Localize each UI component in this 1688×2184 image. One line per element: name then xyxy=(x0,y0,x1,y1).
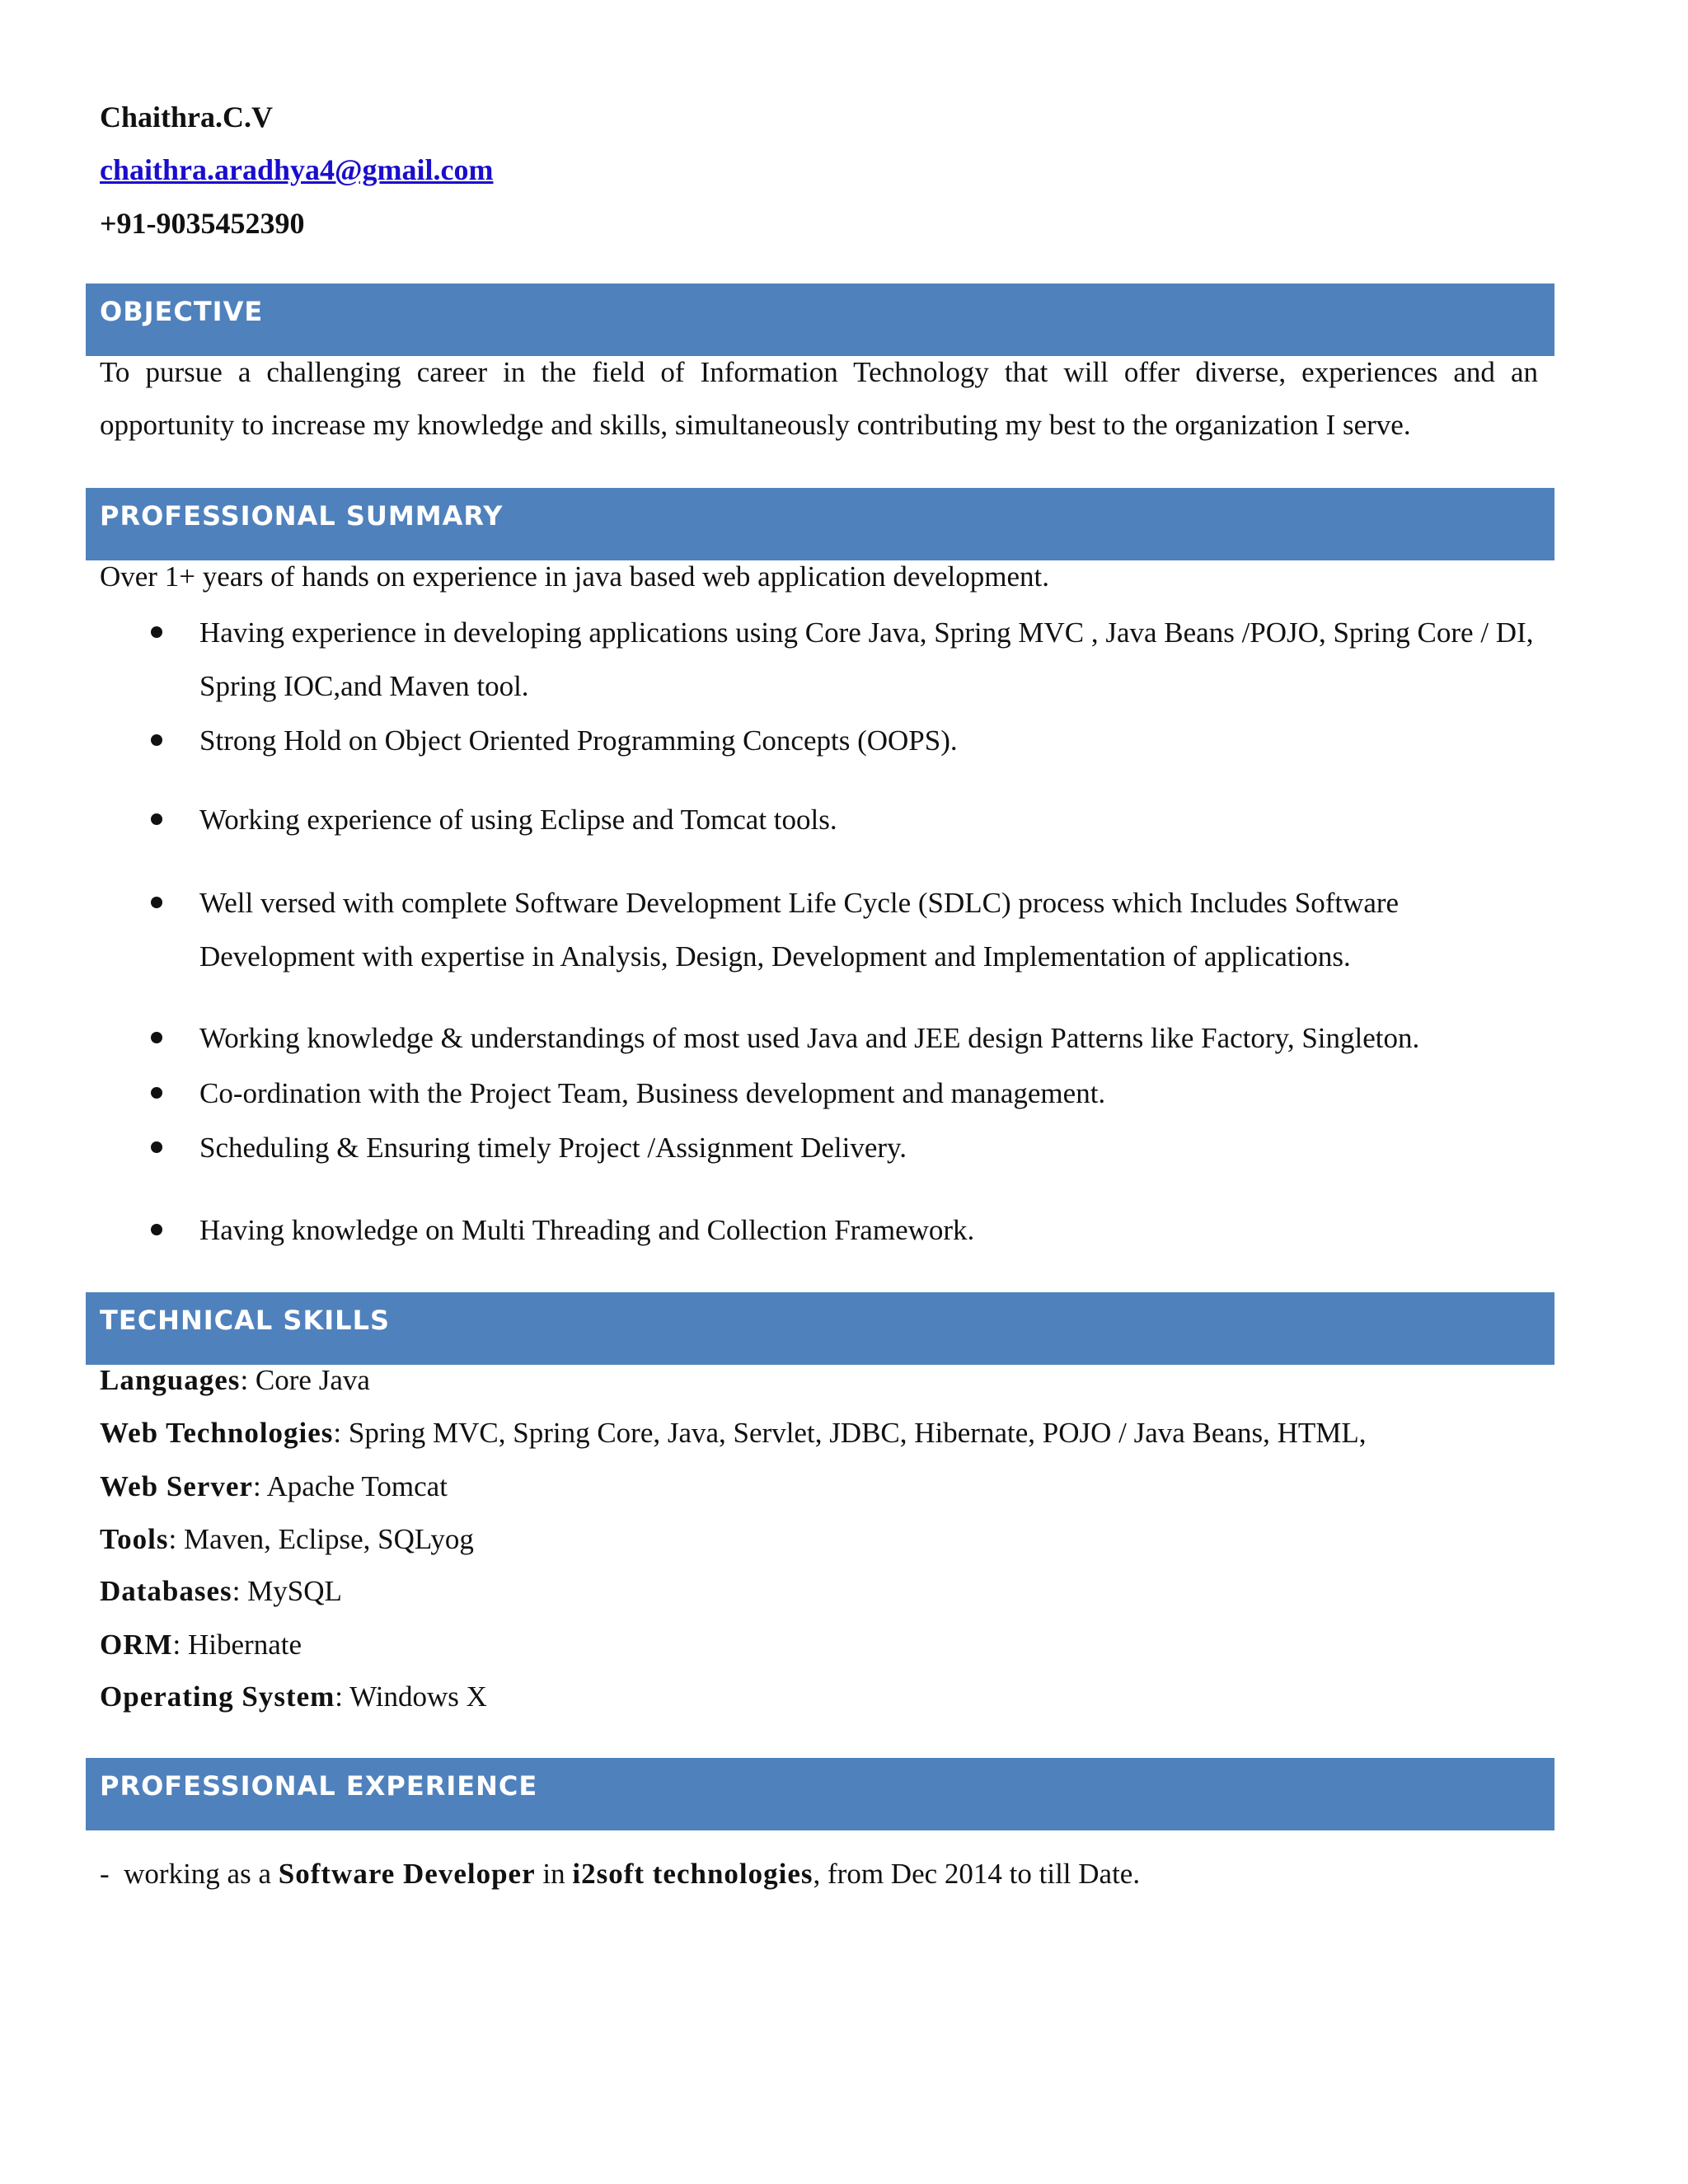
skill-row xyxy=(100,1362,370,1399)
skill-label: ORM xyxy=(100,1629,173,1661)
bullet-text: Well versed with complete Software Development Life Cycle (SDLC) process which Includes Software Development with expertise in Analysis, Design, Development and Implementation of applications. xyxy=(199,887,1400,972)
skill-row xyxy=(100,1679,487,1715)
skill-label: Languages xyxy=(100,1364,241,1396)
skill-label: Web Technologies xyxy=(100,1417,334,1449)
email-link[interactable]: chaithra.aradhya4@gmail.com xyxy=(100,153,494,186)
skill-label: Tools xyxy=(100,1523,169,1555)
section-header-summary xyxy=(86,488,1554,560)
skill-row xyxy=(100,1521,474,1558)
phone-number: +91-9035452390 xyxy=(100,207,305,240)
bullet-text: Having experience in developing applications using Core Java, Spring MVC , Java Beans /POJO, Spring Core / DI, Spring IOC,and Maven tool. xyxy=(199,616,1534,702)
skill-row xyxy=(100,1469,448,1505)
skill-value: : Core Java xyxy=(240,1364,370,1396)
section-title: OBJECTIVE xyxy=(100,296,264,327)
skill-value: : Windows X xyxy=(335,1680,487,1713)
experience-prefix: - working as a xyxy=(100,1858,279,1890)
bullet-icon xyxy=(151,1032,162,1043)
section-header-experience xyxy=(86,1758,1554,1830)
experience-entry xyxy=(100,1856,1140,1892)
section-title: PROFESSIONAL SUMMARY xyxy=(100,500,504,532)
objective-line-2: opportunity to increase my knowledge and skills, simultaneously contributing my best to the organization I serve. xyxy=(100,409,1411,441)
bullet-text: Working knowledge & understandings of most used Java and JEE design Patterns like Factory, Singleton. xyxy=(199,1022,1420,1054)
bullet-text: Having knowledge on Multi Threading and Collection Framework. xyxy=(199,1214,975,1246)
skill-label: Web Server xyxy=(100,1470,253,1502)
bullet-icon xyxy=(151,734,162,746)
bullet-icon xyxy=(151,897,162,908)
bullet-icon xyxy=(151,813,162,825)
skill-value: : MySQL xyxy=(232,1575,342,1607)
skill-label: Databases xyxy=(100,1575,232,1607)
experience-middle: in xyxy=(535,1858,573,1890)
skill-value: : Spring MVC, Spring Core, Java, Servlet, JDBC, Hibernate, POJO / Java Beans, HTML, xyxy=(333,1417,1367,1449)
bullet-icon xyxy=(151,626,162,638)
skill-value: : Maven, Eclipse, SQLyog xyxy=(168,1523,474,1555)
summary-intro: Over 1+ years of hands on experience in java based web application development. xyxy=(100,560,1049,593)
bullet-text: Strong Hold on Object Oriented Programming Concepts (OOPS). xyxy=(199,724,958,757)
objective-line-1: To pursue a challenging career in the field of Information Technology that will offer diverse, experiences and an xyxy=(100,356,1538,388)
experience-role: Software Developer xyxy=(278,1858,536,1890)
experience-company: i2soft technologies xyxy=(572,1858,814,1890)
bullet-icon xyxy=(151,1224,162,1235)
bullet-icon xyxy=(151,1141,162,1153)
skill-row xyxy=(100,1415,1367,1451)
skill-row xyxy=(100,1627,302,1663)
candidate-name: Chaithra.C.V xyxy=(100,101,274,134)
bullet-text: Working experience of using Eclipse and Tomcat tools. xyxy=(199,804,837,836)
skill-label: Operating System xyxy=(100,1680,335,1713)
skill-row xyxy=(100,1573,342,1610)
section-header-skills xyxy=(86,1292,1554,1365)
bullet-icon xyxy=(151,1087,162,1099)
skill-value: : Hibernate xyxy=(172,1629,302,1661)
experience-suffix: , from Dec 2014 to till Date. xyxy=(813,1858,1141,1890)
section-title: TECHNICAL SKILLS xyxy=(100,1305,390,1336)
bullet-text: Scheduling & Ensuring timely Project /Assignment Delivery. xyxy=(199,1132,907,1164)
bullet-text: Co-ordination with the Project Team, Business development and management. xyxy=(199,1077,1106,1109)
section-title: PROFESSIONAL EXPERIENCE xyxy=(100,1770,538,1802)
section-header-objective xyxy=(86,284,1554,356)
skill-value: : Apache Tomcat xyxy=(252,1470,448,1502)
